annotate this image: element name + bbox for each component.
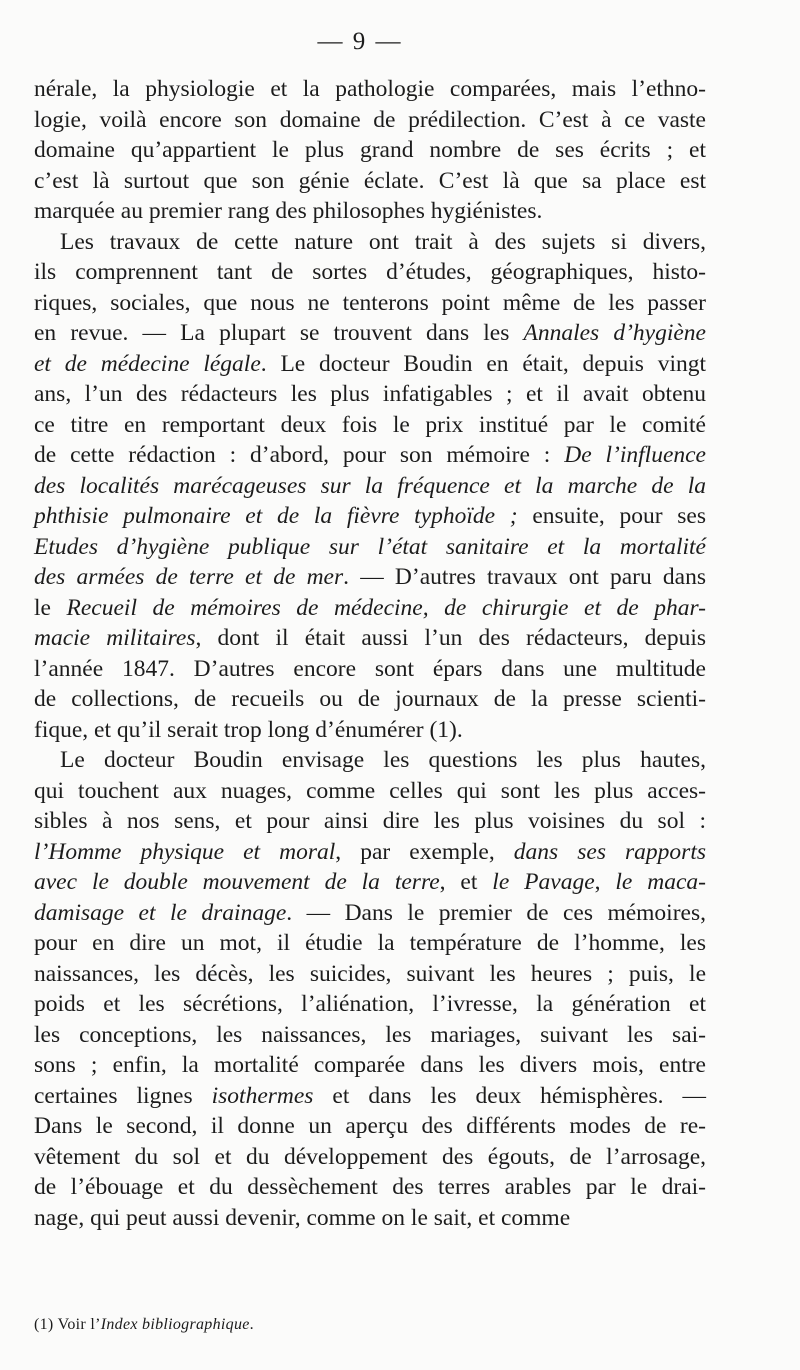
text-line: phthisie pulmonaire et de la fièvre typhoïde ; ensuite, pour ses [34, 503, 706, 529]
footnote-marker: (1) [34, 1316, 54, 1333]
text-line: c’est là surtout que son génie éclate. C’est là que sa place est [34, 167, 706, 194]
footnote-suffix: . [249, 1316, 254, 1333]
text-line: marquée au premier rang des philosophes hygiénistes. [34, 198, 543, 224]
text-line: certaines lignes isothermes et dans les deux hémisphères. — [34, 1082, 706, 1109]
text-line: pour en dire un mot, il étudie la température de l’homme, les [34, 930, 706, 956]
text-line: de collections, de recueils ou de journaux de la presse scienti- [34, 686, 706, 712]
text-line: logie, voilà encore son domaine de prédilection. C’est à ce vaste [34, 106, 706, 133]
text-line: ans, l’un des rédacteurs les plus infatigables ; et il avait obtenu [34, 381, 706, 407]
text-line: sibles à nos sens, et pour ainsi dire les plus voisines du sol : [34, 808, 706, 834]
text-line: sons ; enfin, la mortalité comparée dans les divers mois, entre [34, 1052, 706, 1078]
page-number: — 9 — [317, 28, 403, 55]
text-line: et de médecine légale. Le docteur Boudin en était, depuis vingt [34, 350, 706, 377]
text-line: Dans le second, il donne un aperçu des différents modes de re- [34, 1113, 706, 1139]
footnote-italic-title: Index bibliographique [100, 1316, 250, 1333]
text-line: ce titre en remportant deux fois le prix institué par le comité [34, 411, 706, 438]
text-line: de l’ébouage et du dessèchement des terres arables par le drai- [34, 1174, 706, 1200]
footnote [34, 1316, 254, 1334]
text-line: damisage et le drainage. — Dans le premier de ces mémoires, [34, 899, 706, 926]
text-line: Le docteur Boudin envisage les questions les plus hautes, [60, 747, 706, 773]
text-line: poids et les sécrétions, l’aliénation, l’ivresse, la génération et [34, 991, 706, 1017]
text-line: avec le double mouvement de la terre, et le Pavage, le maca- [34, 869, 706, 895]
text-line: fique, et qu’il serait trop long d’énumérer (1). [34, 716, 463, 743]
text-line: en revue. — La plupart se trouvent dans les Annales d’hygiène [34, 320, 706, 346]
text-line: l’Homme physique et moral, par exemple, dans ses rapports [34, 838, 706, 865]
text-line: naissances, les décès, les suicides, suivant les heures ; puis, le [34, 960, 706, 987]
text-line: macie militaires, dont il était aussi l’un des rédacteurs, depuis [34, 625, 706, 651]
text-line: des armées de terre et de mer. — D’autres travaux ont paru dans [34, 564, 707, 590]
text-line: Etudes d’hygiène publique sur l’état sanitaire et la mortalité [34, 533, 706, 560]
text-line: l’année 1847. D’autres encore sont épars dans une multitude [34, 655, 706, 682]
text-line: riques, sociales, que nous ne tenterons point même de les passer [34, 289, 706, 316]
text-line: qui touchent aux nuages, comme celles qui sont les plus acces- [34, 777, 706, 804]
text-line: ils comprennent tant de sortes d’études, géographiques, histo- [34, 259, 706, 285]
text-line: des localités marécageuses sur la fréquence et la marche de la [34, 472, 706, 499]
text-line: les conceptions, les naissances, les mariages, suivant les sai- [34, 1021, 706, 1048]
text-line: nage, qui peut aussi devenir, comme on le sait, et comme [34, 1204, 571, 1231]
text-line: le Recueil de mémoires de médecine, de chirurgie et de phar- [34, 594, 706, 621]
text-line: de cette rédaction : d’abord, pour son mémoire : De l’influence [34, 442, 706, 468]
footnote-prefix: Voir l’ [57, 1316, 101, 1333]
text-line: nérale, la physiologie et la pathologie comparées, mais l’ethno- [34, 76, 706, 102]
text-line: domaine qu’appartient le plus grand nombre de ses écrits ; et [34, 137, 706, 163]
text-line: vêtement du sol et du développement des égouts, de l’arrosage, [34, 1143, 706, 1170]
text-line: Les travaux de cette nature ont trait à des sujets si divers, [60, 228, 706, 255]
body-text [34, 74, 706, 1233]
